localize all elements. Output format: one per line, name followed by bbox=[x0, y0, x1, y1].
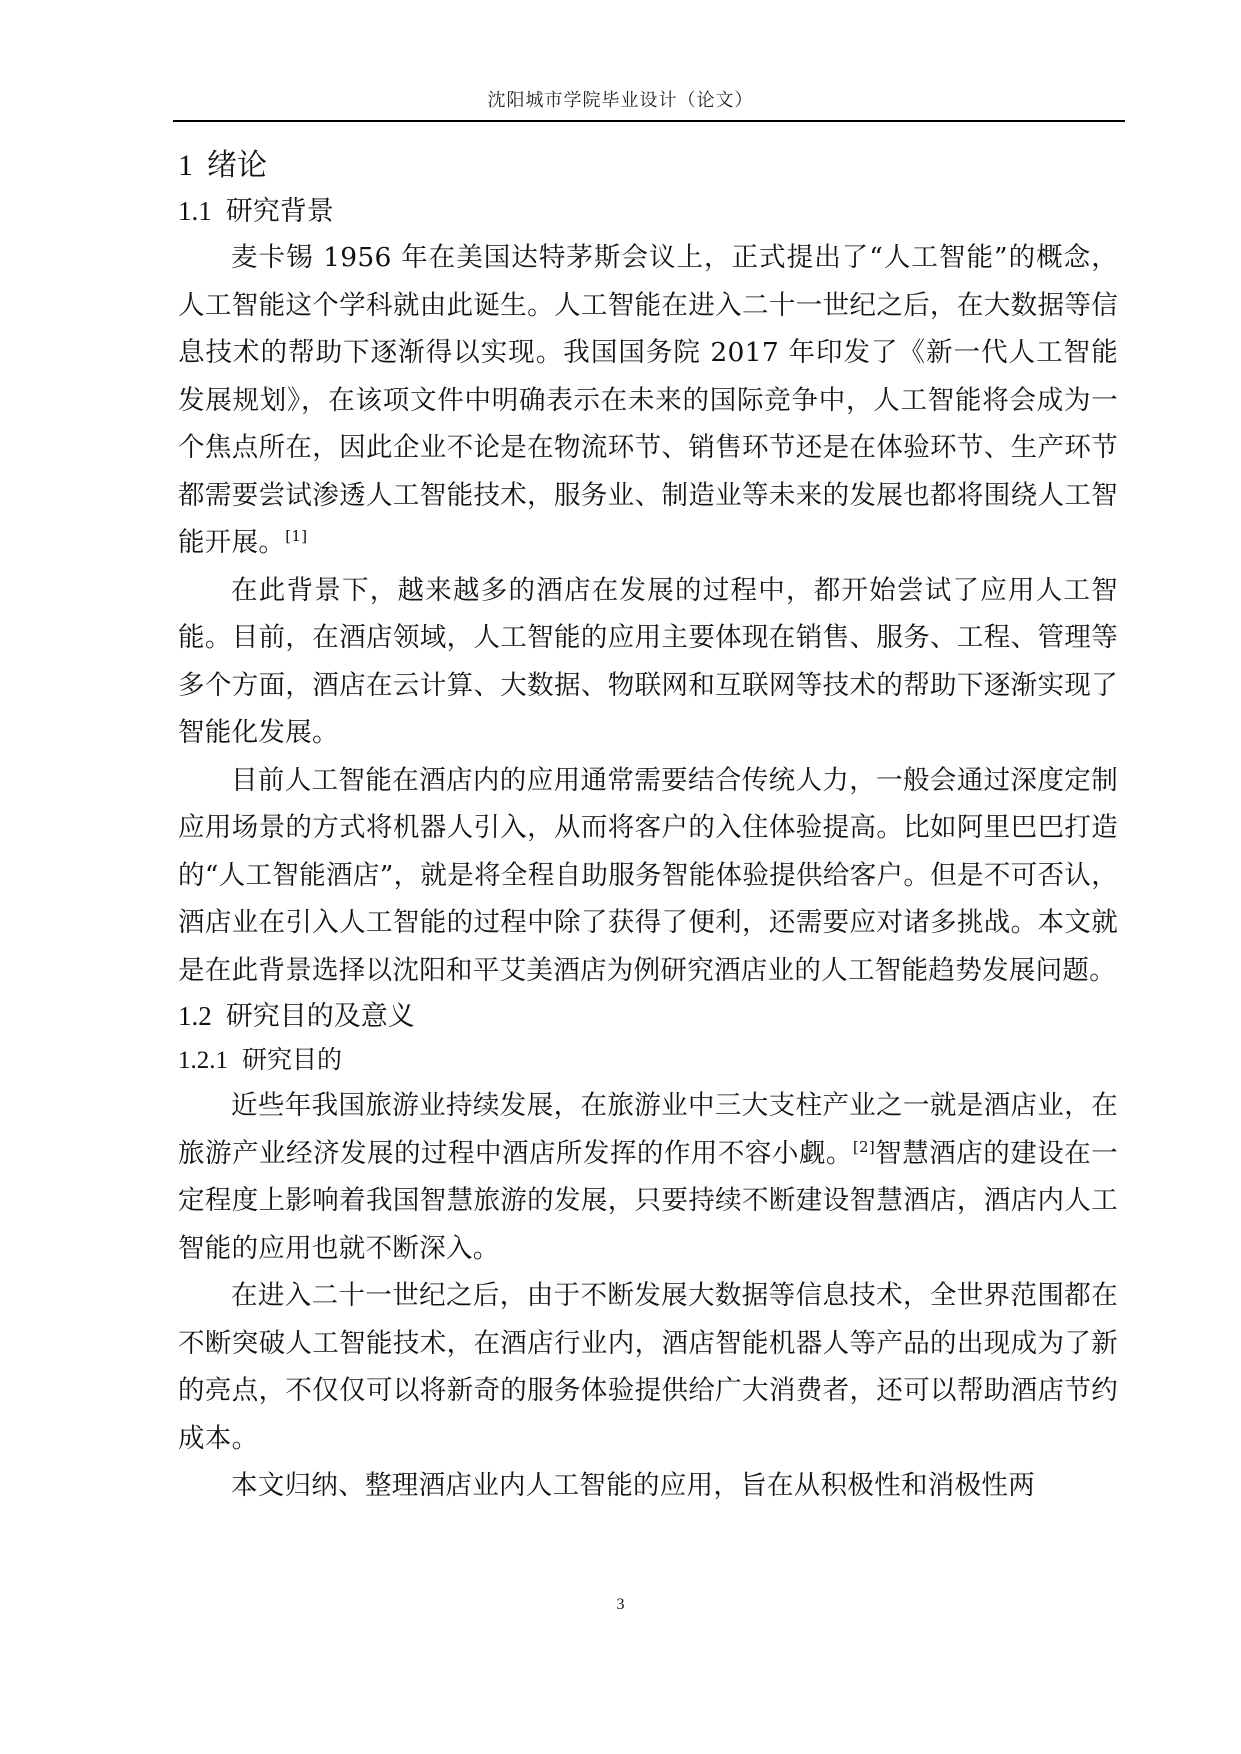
paragraph-text: 麦卡锡 1956 年在美国达特茅斯会议上，正式提出了“人工智能”的概念，人工智能这个学科就由此诞生。人工智能在进入二十一世纪之后，在大数据等信息技术的帮助下逐渐得以实现。我国国务院 2017 年印发了《新一代人工智能发展规划》，在该项文件中明确表示在未来的国际竞争中，人工智能将会成为一个焦点所在，因此企业不论是在物流环节、销售环节还是在体验环节、生产环节都需要尝试渗透人工智能技术，服务业、制造业等未来的发展也都将围绕人工智能开展。 bbox=[178, 242, 1118, 558]
chapter-title: 绪论 bbox=[207, 148, 267, 183]
page-body bbox=[178, 143, 1118, 1510]
paragraph-2 bbox=[178, 567, 1118, 757]
section-heading-1-1 bbox=[178, 189, 1118, 234]
section-title: 研究目的及意义 bbox=[225, 1001, 415, 1032]
section-heading-1-2 bbox=[178, 994, 1118, 1039]
subsection-number: 1.2.1 bbox=[178, 1047, 228, 1074]
paragraph-text: 本文归纳、整理酒店业内人工智能的应用，旨在从积极性和消极性两 bbox=[231, 1470, 1035, 1501]
page-header-title: 沈阳城市学院毕业设计（论文） bbox=[487, 90, 754, 111]
header-divider bbox=[173, 120, 1125, 122]
paragraph-text: 近些年我国旅游业持续发展，在旅游业中三大支柱产业之一就是酒店业，在旅游产业经济发展的过程中酒店所发挥的作用不容小觑。 bbox=[178, 1090, 1118, 1169]
citation-ref: [1] bbox=[285, 527, 308, 545]
subsection-title: 研究目的 bbox=[242, 1045, 343, 1074]
paragraph-3 bbox=[178, 757, 1118, 995]
citation-ref: [2] bbox=[852, 1137, 876, 1156]
paragraph-text-continued: 智慧酒店的建设在一定程度上影响着我国智慧旅游的发展，只要持续不断建设智慧酒店，酒店内人工智能的应用也就不断深入。 bbox=[178, 1137, 1119, 1264]
page-number: 3 bbox=[616, 1596, 625, 1613]
paragraph-text: 在此背景下，越来越多的酒店在发展的过程中，都开始尝试了应用人工智能。目前，在酒店领域，人工智能的应用主要体现在销售、服务、工程、管理等多个方面，酒店在云计算、大数据、物联网和互联网等技术的帮助下逐渐实现了智能化发展。 bbox=[178, 574, 1118, 748]
section-number: 1.2 bbox=[178, 1001, 212, 1031]
paragraph-6 bbox=[178, 1462, 1118, 1510]
paragraph-text: 目前人工智能在酒店内的应用通常需要结合传统人力，一般会通过深度定制应用场景的方式将机器人引入，从而将客户的入住体验提高。比如阿里巴巴打造的“人工智能酒店”，就是将全程自助服务智能体验提供给客户。但是不可否认，酒店业在引入人工智能的过程中除了获得了便利，还需要应对诸多挑战。本文就是在此背景选择以沈阳和平艾美酒店为例研究酒店业的人工智能趋势发展问题。 bbox=[178, 764, 1118, 986]
chapter-heading bbox=[178, 143, 1118, 189]
paragraph-5 bbox=[178, 1272, 1118, 1462]
section-number: 1.1 bbox=[178, 196, 212, 226]
chapter-number: 1 bbox=[178, 149, 193, 182]
section-title: 研究背景 bbox=[225, 196, 334, 227]
paragraph-4 bbox=[178, 1082, 1118, 1272]
subsection-heading-1-2-1 bbox=[178, 1039, 1118, 1082]
paragraph-1 bbox=[178, 234, 1118, 567]
paragraph-text: 在进入二十一世纪之后，由于不断发展大数据等信息技术，全世界范围都在不断突破人工智能技术，在酒店行业内，酒店智能机器人等产品的出现成为了新的亮点，不仅仅可以将新奇的服务体验提供给广大消费者，还可以帮助酒店节约成本。 bbox=[178, 1280, 1118, 1454]
